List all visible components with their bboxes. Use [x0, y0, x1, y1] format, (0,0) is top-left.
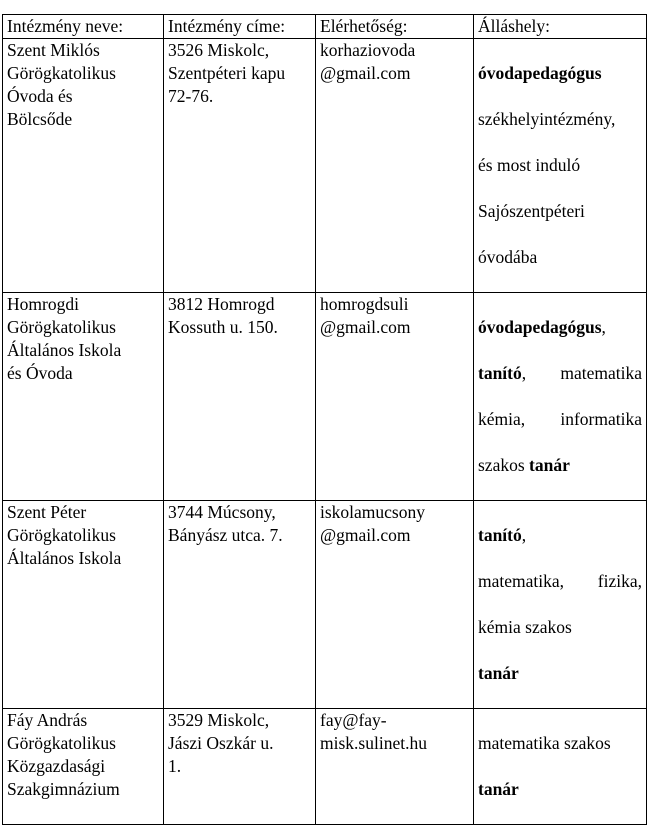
position-text: és most induló [478, 155, 581, 175]
table-row [3, 501, 647, 709]
position-bold: tanító [478, 363, 522, 383]
position-text: , [601, 317, 606, 337]
job-listings-table [2, 14, 647, 825]
institution-position [474, 709, 647, 825]
institution-name: Homrogdi Görögkatolikus Általános Iskola és Óvoda [3, 293, 164, 501]
institution-name: Szent Péter Görögkatolikus Általános Iskola [3, 501, 164, 709]
position-text: , matematika [521, 363, 642, 383]
position-bold: tanár [529, 455, 570, 475]
position-text: óvodába [478, 247, 538, 267]
position-bold: óvodapedagógus [478, 317, 602, 337]
position-text: kémia, informatika [478, 409, 642, 429]
institution-position [474, 501, 647, 709]
institution-contact: korhaziovoda @gmail.com [316, 39, 474, 293]
institution-address: 3744 Múcsony, Bányász utca. 7. [164, 501, 316, 709]
position-text: Sajószentpéteri [478, 201, 585, 221]
header-address: Intézmény címe: [164, 15, 316, 39]
header-name: Intézmény neve: [3, 15, 164, 39]
header-position: Álláshely: [474, 15, 647, 39]
position-bold: tanár [478, 779, 519, 799]
position-text: székhelyintézmény, [478, 109, 616, 129]
institution-address: 3526 Miskolc, Szentpéteri kapu 72-76. [164, 39, 316, 293]
institution-contact: iskolamucsony @gmail.com [316, 501, 474, 709]
institution-position [474, 39, 647, 293]
table-row [3, 293, 647, 501]
position-text: kémia szakos [478, 617, 572, 637]
institution-position [474, 293, 647, 501]
institution-contact: fay@fay- misk.sulinet.hu [316, 709, 474, 825]
header-contact: Elérhetőség: [316, 15, 474, 39]
institution-name: Fáy András Görögkatolikus Közgazdasági Szakgimnázium [3, 709, 164, 825]
position-bold: óvodapedagógus [478, 63, 602, 83]
table-header-row [3, 15, 647, 39]
position-bold: tanár [478, 663, 519, 683]
position-text: matematika, fizika, [478, 571, 642, 591]
position-text: szakos [478, 455, 530, 475]
position-text: matematika szakos [478, 733, 611, 753]
table-row [3, 39, 647, 293]
institution-address: 3812 Homrogd Kossuth u. 150. [164, 293, 316, 501]
institution-name: Szent Miklós Görögkatolikus Óvoda és Bölcsőde [3, 39, 164, 293]
position-text: , [521, 525, 527, 545]
institution-contact: homrogdsuli @gmail.com [316, 293, 474, 501]
position-bold: tanító [478, 525, 522, 545]
table-row [3, 709, 647, 825]
institution-address: 3529 Miskolc, Jászi Oszkár u. 1. [164, 709, 316, 825]
